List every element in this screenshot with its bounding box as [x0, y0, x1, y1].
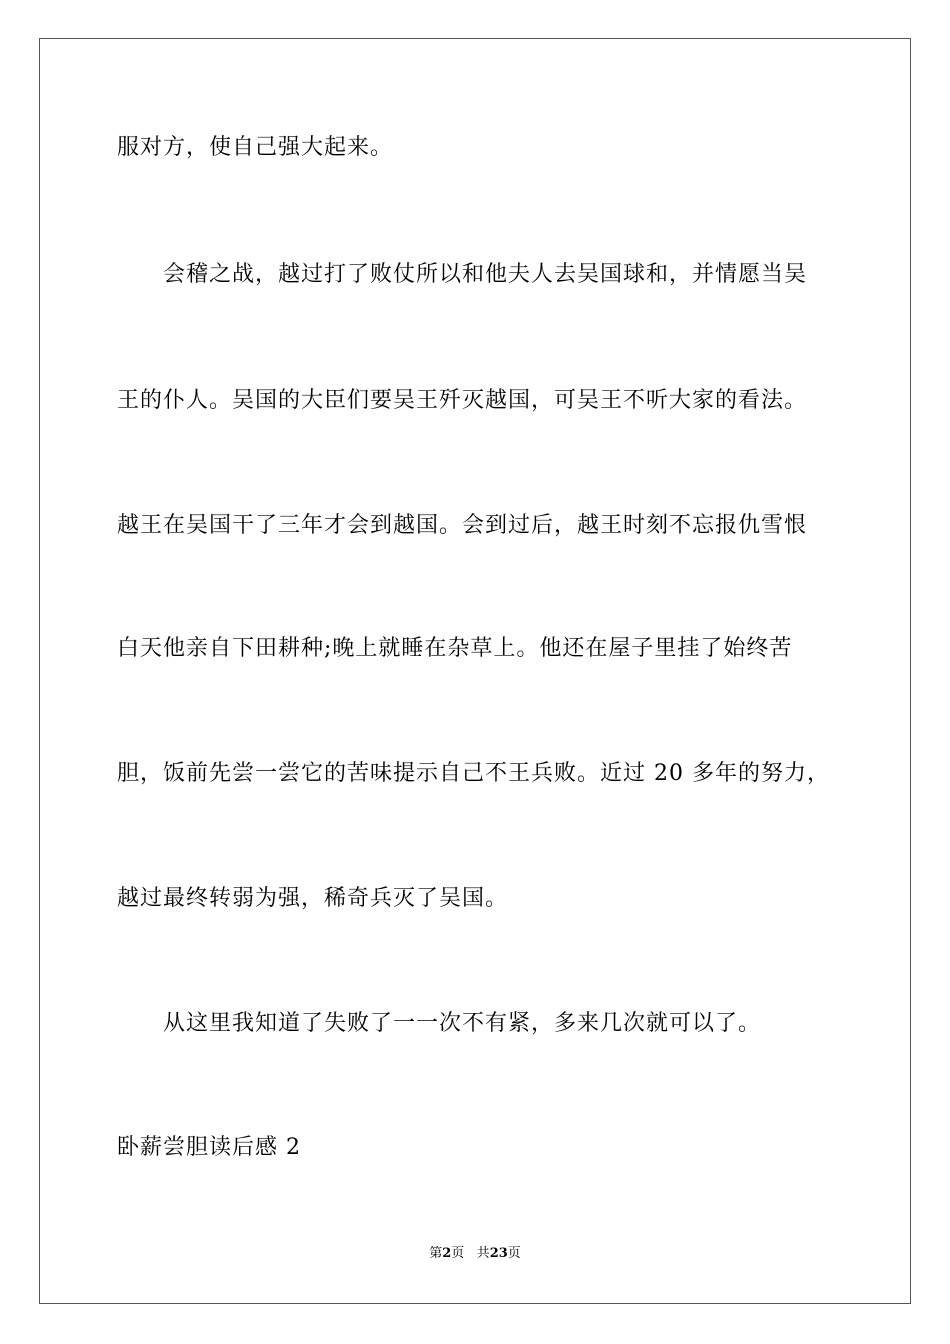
page-footer [0, 1245, 950, 1263]
page-suffix: 页 [451, 1246, 465, 1261]
section-heading: 卧薪尝胆读后感 2 [117, 1135, 301, 1160]
paragraph-line: 会稽之战，越过打了败仗所以和他夫人去吴国球和，并情愿当吴 [163, 262, 808, 287]
paragraph-line: 胆，饭前先尝一尝它的苦味提示自己不王兵败。近过 20 多年的努力， [117, 761, 830, 786]
total-suffix: 页 [507, 1246, 521, 1261]
total-pages: 23 [489, 1246, 508, 1261]
paragraph-line: 王的仆人。吴国的大臣们要吴王歼灭越国，可吴王不听大家的看法。 [117, 388, 808, 413]
paragraph-line: 越王在吴国干了三年才会到越国。会到过后，越王时刻不忘报仇雪恨 [117, 513, 808, 538]
paragraph-line: 白天他亲自下田耕种;晚上就睡在杂草上。他还在屋子里挂了始终苦 [117, 636, 793, 661]
total-prefix: 共 [476, 1246, 490, 1261]
page-prefix: 第 [429, 1246, 443, 1261]
paragraph-line: 服对方，使自己强大起来。 [117, 135, 394, 160]
paragraph-line: 越过最终转弱为强，稀奇兵灭了吴国。 [117, 886, 509, 911]
paragraph-line: 从这里我知道了失败了一一次不有紧，多来几次就可以了。 [163, 1011, 762, 1036]
page-number: 2 [442, 1246, 452, 1261]
page-border [39, 38, 911, 1304]
